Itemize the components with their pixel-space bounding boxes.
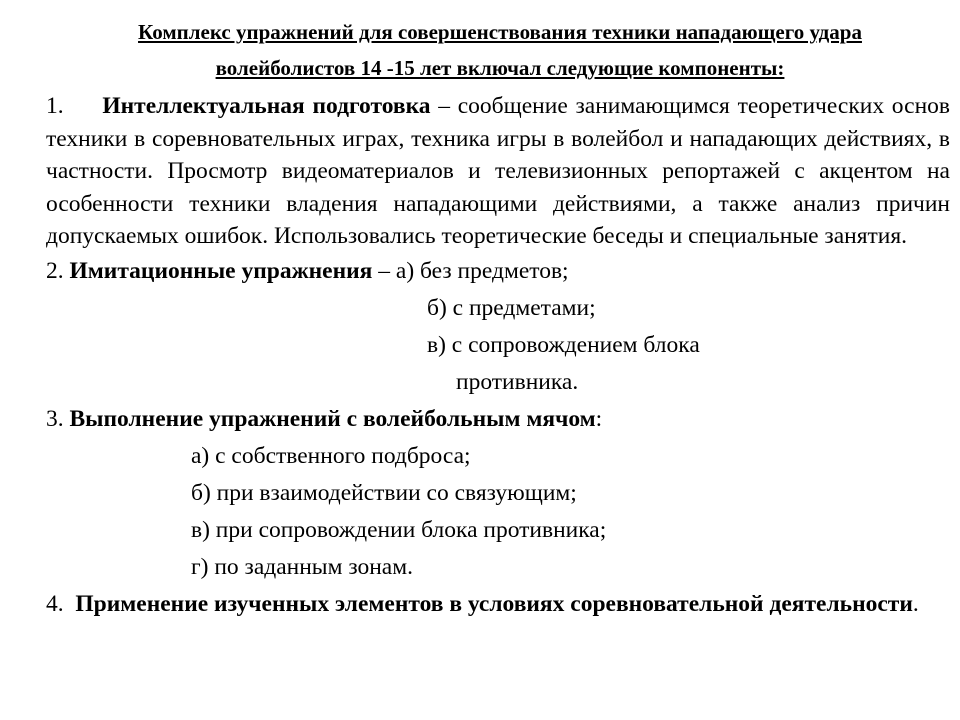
title-line-2: волейболистов 14 -15 лет включал следующие компоненты: [215,56,785,80]
sub-item: в) при сопровождении блока противника; [191,516,607,543]
item-1-intellectual-training [46,90,950,253]
item-number: 3. [46,405,64,432]
item-heading: Имитационные упражнения [69,257,373,284]
item-4-competitive-application [46,588,950,620]
item-number: 2. [46,257,64,284]
sub-item: в) с сопровождением блока [427,331,700,358]
item-heading: Интеллектуальная подготовка [102,93,431,119]
sub-item: противника. [456,368,579,395]
item-suffix: : [595,405,603,432]
item-heading: Применение изученных элементов в условиях соревновательной деятельности [75,590,913,617]
title-line-1: Комплекс упражнений для совершенствования техники нападающего удара [138,20,862,44]
slide-title [60,14,940,86]
sub-item: б) с предметами; [427,294,596,321]
item-heading: Выполнение упражнений с волейбольным мячом [69,405,596,432]
item-number: 1. [46,93,64,119]
item-3-ball-exercises [46,401,950,438]
item-suffix: – а) без предметов; [372,257,569,284]
exercise-list [46,90,950,620]
item-2-imitation-exercises [46,253,950,290]
sub-item: г) по заданным зонам. [191,553,413,580]
item-suffix: . [912,590,919,617]
sub-item: б) при взаимодействии со связующим; [191,479,577,506]
item-text: – сообщение занимающимся теоретических основ техники в соревновательных играх, техника игры в волейбол и нападающих действиях, в частности. Просмотр видеоматериалов и телевизионных репортажей с акцентом на особенности техники владения нападающими действиями, а также анализ причин допускаемых ошибок. Использовались теоретические беседы и специальные занятия. [46,93,950,249]
item-number: 4. [46,590,64,617]
sub-item: а) с собственного подброса; [191,442,471,469]
